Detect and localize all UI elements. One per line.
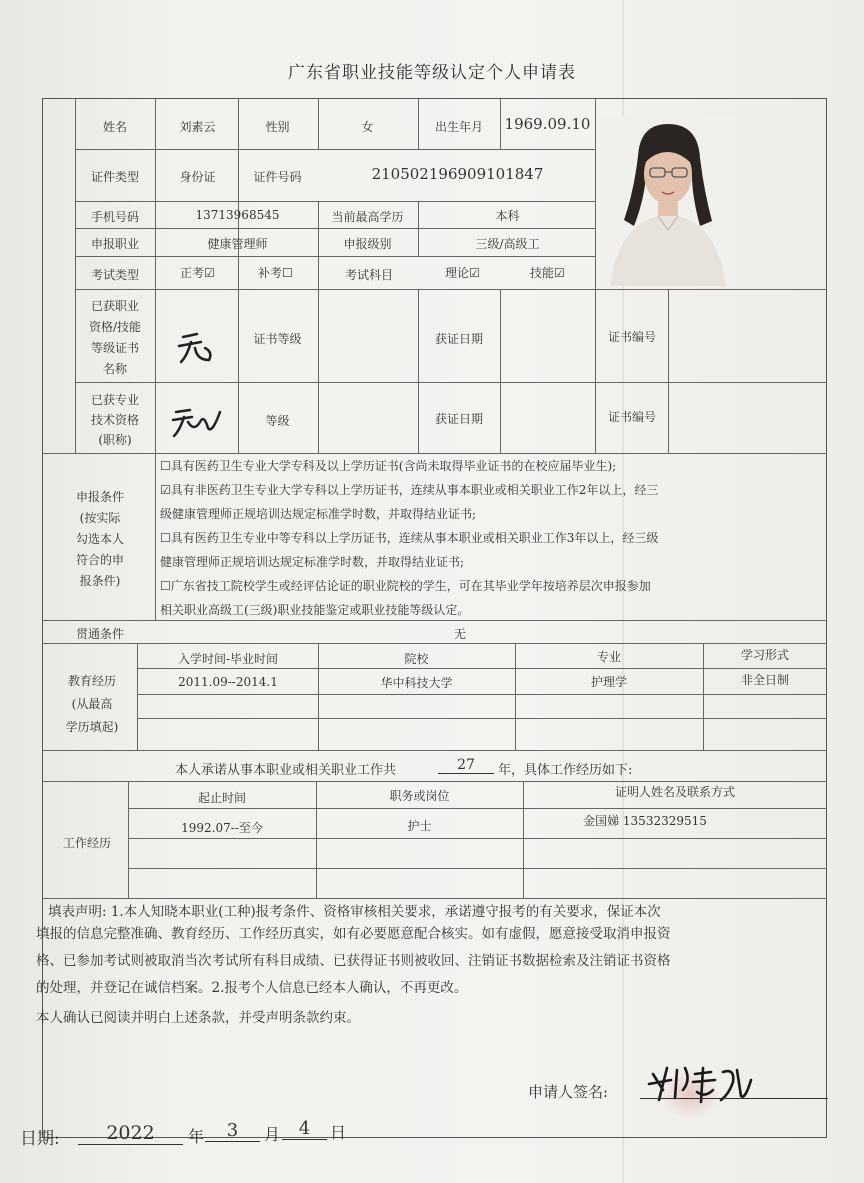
grid-line	[128, 781, 129, 898]
work-row-time[interactable]: 1992.07--至今	[181, 821, 263, 835]
grid-line	[523, 781, 524, 898]
applicant-photo	[600, 116, 735, 286]
gender-value[interactable]: 女	[361, 120, 374, 134]
grid-line	[75, 149, 595, 150]
work-header-post: 职务或岗位	[389, 789, 450, 803]
through-value[interactable]: 无	[453, 627, 466, 641]
theory-option[interactable]	[445, 264, 480, 281]
cond-label-line: 符合的申	[75, 553, 124, 567]
id-number-value[interactable]: 210502196909101847	[371, 165, 544, 183]
grid-line	[703, 643, 704, 750]
grid-line	[137, 668, 827, 669]
exam-normal-option[interactable]	[180, 264, 215, 281]
education-label: 当前最高学历	[331, 210, 404, 224]
gender-label: 性别	[265, 120, 290, 134]
grid-line	[42, 620, 827, 621]
grid-line	[418, 289, 419, 453]
condition-3[interactable]: ☐具有医药卫生专业中等专科以上学历证书，连续从事本职业或相关职业工作3年以上，经三级	[160, 531, 659, 545]
grid-line	[418, 98, 419, 150]
education-value[interactable]: 本科	[495, 209, 520, 223]
cert-level-label: 证书等级	[253, 332, 302, 346]
tech-date-label: 获证日期	[434, 412, 483, 426]
edu-label-line: 教育经历	[67, 674, 116, 688]
id-type-value[interactable]: 身份证	[179, 170, 216, 184]
skill-option[interactable]	[530, 264, 565, 281]
grid-line	[128, 868, 827, 869]
name-value[interactable]: 刘素云	[179, 120, 216, 134]
level-value[interactable]: 三级/高级工	[475, 237, 540, 251]
phone-label: 手机号码	[90, 210, 139, 224]
cert-number-label: 证书编号	[607, 330, 656, 344]
name-label: 姓名	[102, 120, 127, 134]
exam-type-label: 考试类型	[90, 268, 139, 282]
form-paper: 广东省职业技能等级认定个人申请表 姓名 刘素云 性别 女 出生年月 1969.09.10 证件类型 身份证 证件号码 210502196909101847 手机号码 13713968545 当前最高学历 本科 申报职业 健康管理师 申报级别 三级/高级工 考试类型 正考☑ 补考☐ 考试科目 理论☑ 技能☑ 已获职业 资格/技能 等级证书 名称 证书等级 获证日期 证书编号 已获专业 技术资格 (职称) 等级 获证日期 证书编号 申报条件 (按实际 勾选本人 符合的申 报条件) ☐具有医药卫生专业大学专科及以上学历证书(含尚未取得毕业证书的在校应届毕业生); ☑具有非医药卫生专业大学专科以上学历证书，连续从事本职业或相关职业工作2年以上，经三 级健康管理师正规培训达规定标准学时数，并取得结业证书; ☐具有医药卫生专业中等专科以上学历证书，连续从事本职业或相关职业工作3年以上，经三级 健康管理师正规培训达规定标准学时数，并取得结业证书; ☐广东省技工院校学生或经评估论证的职业院校的学生，可在其毕业学年按培养层次申报参加 相关职业高级工(三级)职业技能鉴定或职业技能等级认定。 贯通条件 无 教育经历 (从最高 学历填起) 入学时间-毕业时间 院校 专业 学习形式 2011.09--2014.1 华中科技大学 护理学 非全日制 本人承诺从事本职业或相关职业工作共 27 年，具体工作经历如下: 工作经历 起止时间 职务或岗位 证明人姓名及联系方式 1992.07--至今 护士 金国娣 13532329515 填报的信息完整准确、教育经历、工作经历真实，如有必要愿意配合核实。如有虚假，愿意接受取消申报资 格、已参加考试则被取消当次考试所有科目成绩、已获得证书则被收回、注销证书数据检索及注销证书资格 的处理，并登记在诚信档案。2.报考个人信息已经本人确认，不再更改。 本人确认已阅读并明白上述条款，并受声明条款约束。 填表声明: 1.本人知晓本职业(工种)报考条件、资格审核相关要求，承诺遵守报考的有关要求，保证本次 申请人签名: 日期: 2022 年 3 月 4 日	[0, 0, 864, 1183]
work-row-ref[interactable]: 金国娣 13532329515	[583, 814, 707, 828]
grid-line	[318, 643, 319, 750]
month-label: 月	[264, 1125, 281, 1144]
cert-date-label: 获证日期	[434, 332, 483, 346]
grid-line	[595, 98, 596, 453]
skill-checkbox[interactable]: ☑	[554, 266, 565, 280]
grid-line	[318, 201, 319, 289]
grid-line	[668, 289, 669, 453]
cert-label-line: 等级证书	[90, 341, 139, 355]
skill-text: 技能	[530, 266, 555, 280]
work-promise-suffix: 年，具体工作经历如下:	[498, 763, 633, 778]
condition-2[interactable]: ☑具有非医药卫生专业大学专科以上学历证书，连续从事本职业或相关职业工作2年以上，经三	[160, 483, 659, 497]
work-row-post[interactable]: 护士	[407, 819, 432, 833]
tech-label-line: (职称)	[98, 433, 132, 447]
form-title: 广东省职业技能等级认定个人申请表	[288, 63, 576, 83]
tech-level-label: 等级	[265, 414, 290, 428]
grid-line	[75, 98, 76, 453]
edu-header-mode: 学习形式	[740, 648, 789, 662]
date-day[interactable]: 4	[282, 1118, 327, 1140]
id-type-label: 证件类型	[90, 170, 139, 184]
phone-value[interactable]: 13713968545	[195, 208, 280, 222]
grid-line	[42, 781, 827, 782]
date-label: 日期:	[20, 1129, 60, 1149]
portrait-icon	[600, 116, 735, 286]
grid-line	[128, 808, 827, 809]
applicant-signature[interactable]	[645, 1060, 765, 1110]
grid-line	[137, 718, 827, 719]
grid-line	[42, 643, 827, 644]
tech-number-label: 证书编号	[607, 410, 656, 424]
work-header-ref: 证明人姓名及联系方式	[614, 785, 735, 799]
grid-line	[515, 643, 516, 750]
edu-header-time: 入学时间-毕业时间	[177, 652, 279, 666]
exam-make-checkbox[interactable]: ☐	[282, 266, 293, 280]
signer-label: 申请人签名:	[528, 1083, 609, 1101]
occupation-label: 申报职业	[90, 237, 139, 251]
birth-value[interactable]: 1969.09.10	[504, 115, 591, 133]
tech-name-handwriting[interactable]	[170, 400, 225, 440]
tech-label-line: 技术资格	[90, 413, 139, 427]
grid-line	[238, 98, 239, 453]
signature-line	[640, 1098, 828, 1099]
cert-label-line: 名称	[102, 362, 127, 376]
grid-line	[42, 453, 827, 454]
exam-subject-label: 考试科目	[345, 268, 394, 282]
grid-line	[75, 228, 595, 229]
exam-make-option[interactable]	[258, 264, 293, 281]
edu-label-line: 学历填起)	[65, 720, 119, 734]
work-header-time: 起止时间	[197, 791, 246, 805]
day-label: 日	[330, 1123, 347, 1142]
date-month[interactable]: 3	[205, 1120, 260, 1142]
grid-line	[318, 98, 319, 150]
tech-label-line: 已获专业	[90, 393, 139, 407]
birth-label: 出生年月	[434, 120, 483, 134]
grid-line	[75, 256, 595, 257]
exam-normal-text: 正考	[180, 266, 205, 280]
year-label: 年	[188, 1127, 205, 1146]
grid-line	[137, 643, 138, 750]
condition-3-cont: 健康管理师正规培训达规定标准学时数，并取得结业证书;	[160, 555, 465, 569]
exam-make-text: 补考	[258, 266, 283, 280]
edu-row-time[interactable]: 2011.09--2014.1	[178, 675, 278, 689]
grid-line	[418, 201, 419, 256]
edu-label-line: (从最高	[71, 697, 113, 711]
grid-line	[75, 382, 827, 383]
theory-checkbox[interactable]: ☑	[469, 266, 480, 280]
exam-normal-checkbox[interactable]: ☑	[204, 266, 215, 280]
grid-line	[137, 694, 827, 695]
condition-2-cont: 级健康管理师正规培训达规定标准学时数，并取得结业证书;	[160, 507, 477, 521]
grid-line	[155, 98, 156, 620]
work-promise-prefix: 本人承诺从事本职业或相关职业工作共	[175, 763, 397, 778]
cert-label-line: 资格/技能	[88, 320, 142, 334]
grid-line	[75, 201, 595, 202]
edu-header-school: 院校	[404, 652, 429, 666]
edu-row-school[interactable]: 华中科技大学	[380, 676, 453, 690]
theory-text: 理论	[445, 266, 470, 280]
conditions-label	[48, 487, 152, 592]
cond-label-line: 勾选本人	[75, 532, 124, 546]
grid-line	[75, 289, 827, 290]
grid-line	[500, 289, 501, 453]
date-year[interactable]: 2022	[78, 1122, 183, 1145]
level-label: 申报级别	[343, 237, 392, 251]
edu-header-major: 专业	[596, 650, 621, 664]
cert-label-line: 已获职业	[90, 299, 139, 313]
condition-4[interactable]: ☐广东省技工院校学生或经评估论证的职业院校的学生，可在其毕业学年按培养层次申报参加	[160, 579, 651, 593]
edu-row-mode[interactable]: 非全日制	[740, 673, 789, 687]
cond-label-line: 申报条件	[75, 490, 124, 504]
cond-label-line: (按实际	[79, 511, 121, 525]
work-years-value[interactable]: 27	[438, 757, 494, 774]
tech-title-label	[80, 390, 150, 450]
declaration-text-l1: 填表声明: 1.本人知晓本职业(工种)报考条件、资格审核相关要求，承诺遵守报考的有关要求，保证本次	[48, 904, 661, 920]
work-history-label: 工作经历	[62, 836, 111, 850]
grid-line	[318, 289, 319, 453]
condition-4-cont: 相关职业高级工(三级)职业技能鉴定或职业技能等级认定。	[160, 603, 470, 617]
grid-line	[316, 781, 317, 898]
occupation-value[interactable]: 健康管理师	[207, 237, 268, 251]
grid-line	[128, 838, 827, 839]
cert-name-label	[80, 296, 150, 380]
grid-line	[42, 898, 827, 899]
id-number-label: 证件号码	[253, 170, 302, 184]
cond-label-line: 报条件)	[79, 574, 121, 588]
education-history-label	[48, 670, 136, 739]
grid-line	[42, 750, 827, 751]
cert-name-handwriting[interactable]	[175, 322, 220, 367]
edu-row-major[interactable]: 护理学	[590, 675, 627, 689]
condition-1[interactable]: ☐具有医药卫生专业大学专科及以上学历证书(含尚未取得毕业证书的在校应届毕业生);	[160, 459, 617, 473]
through-label: 贯通条件	[75, 627, 124, 641]
